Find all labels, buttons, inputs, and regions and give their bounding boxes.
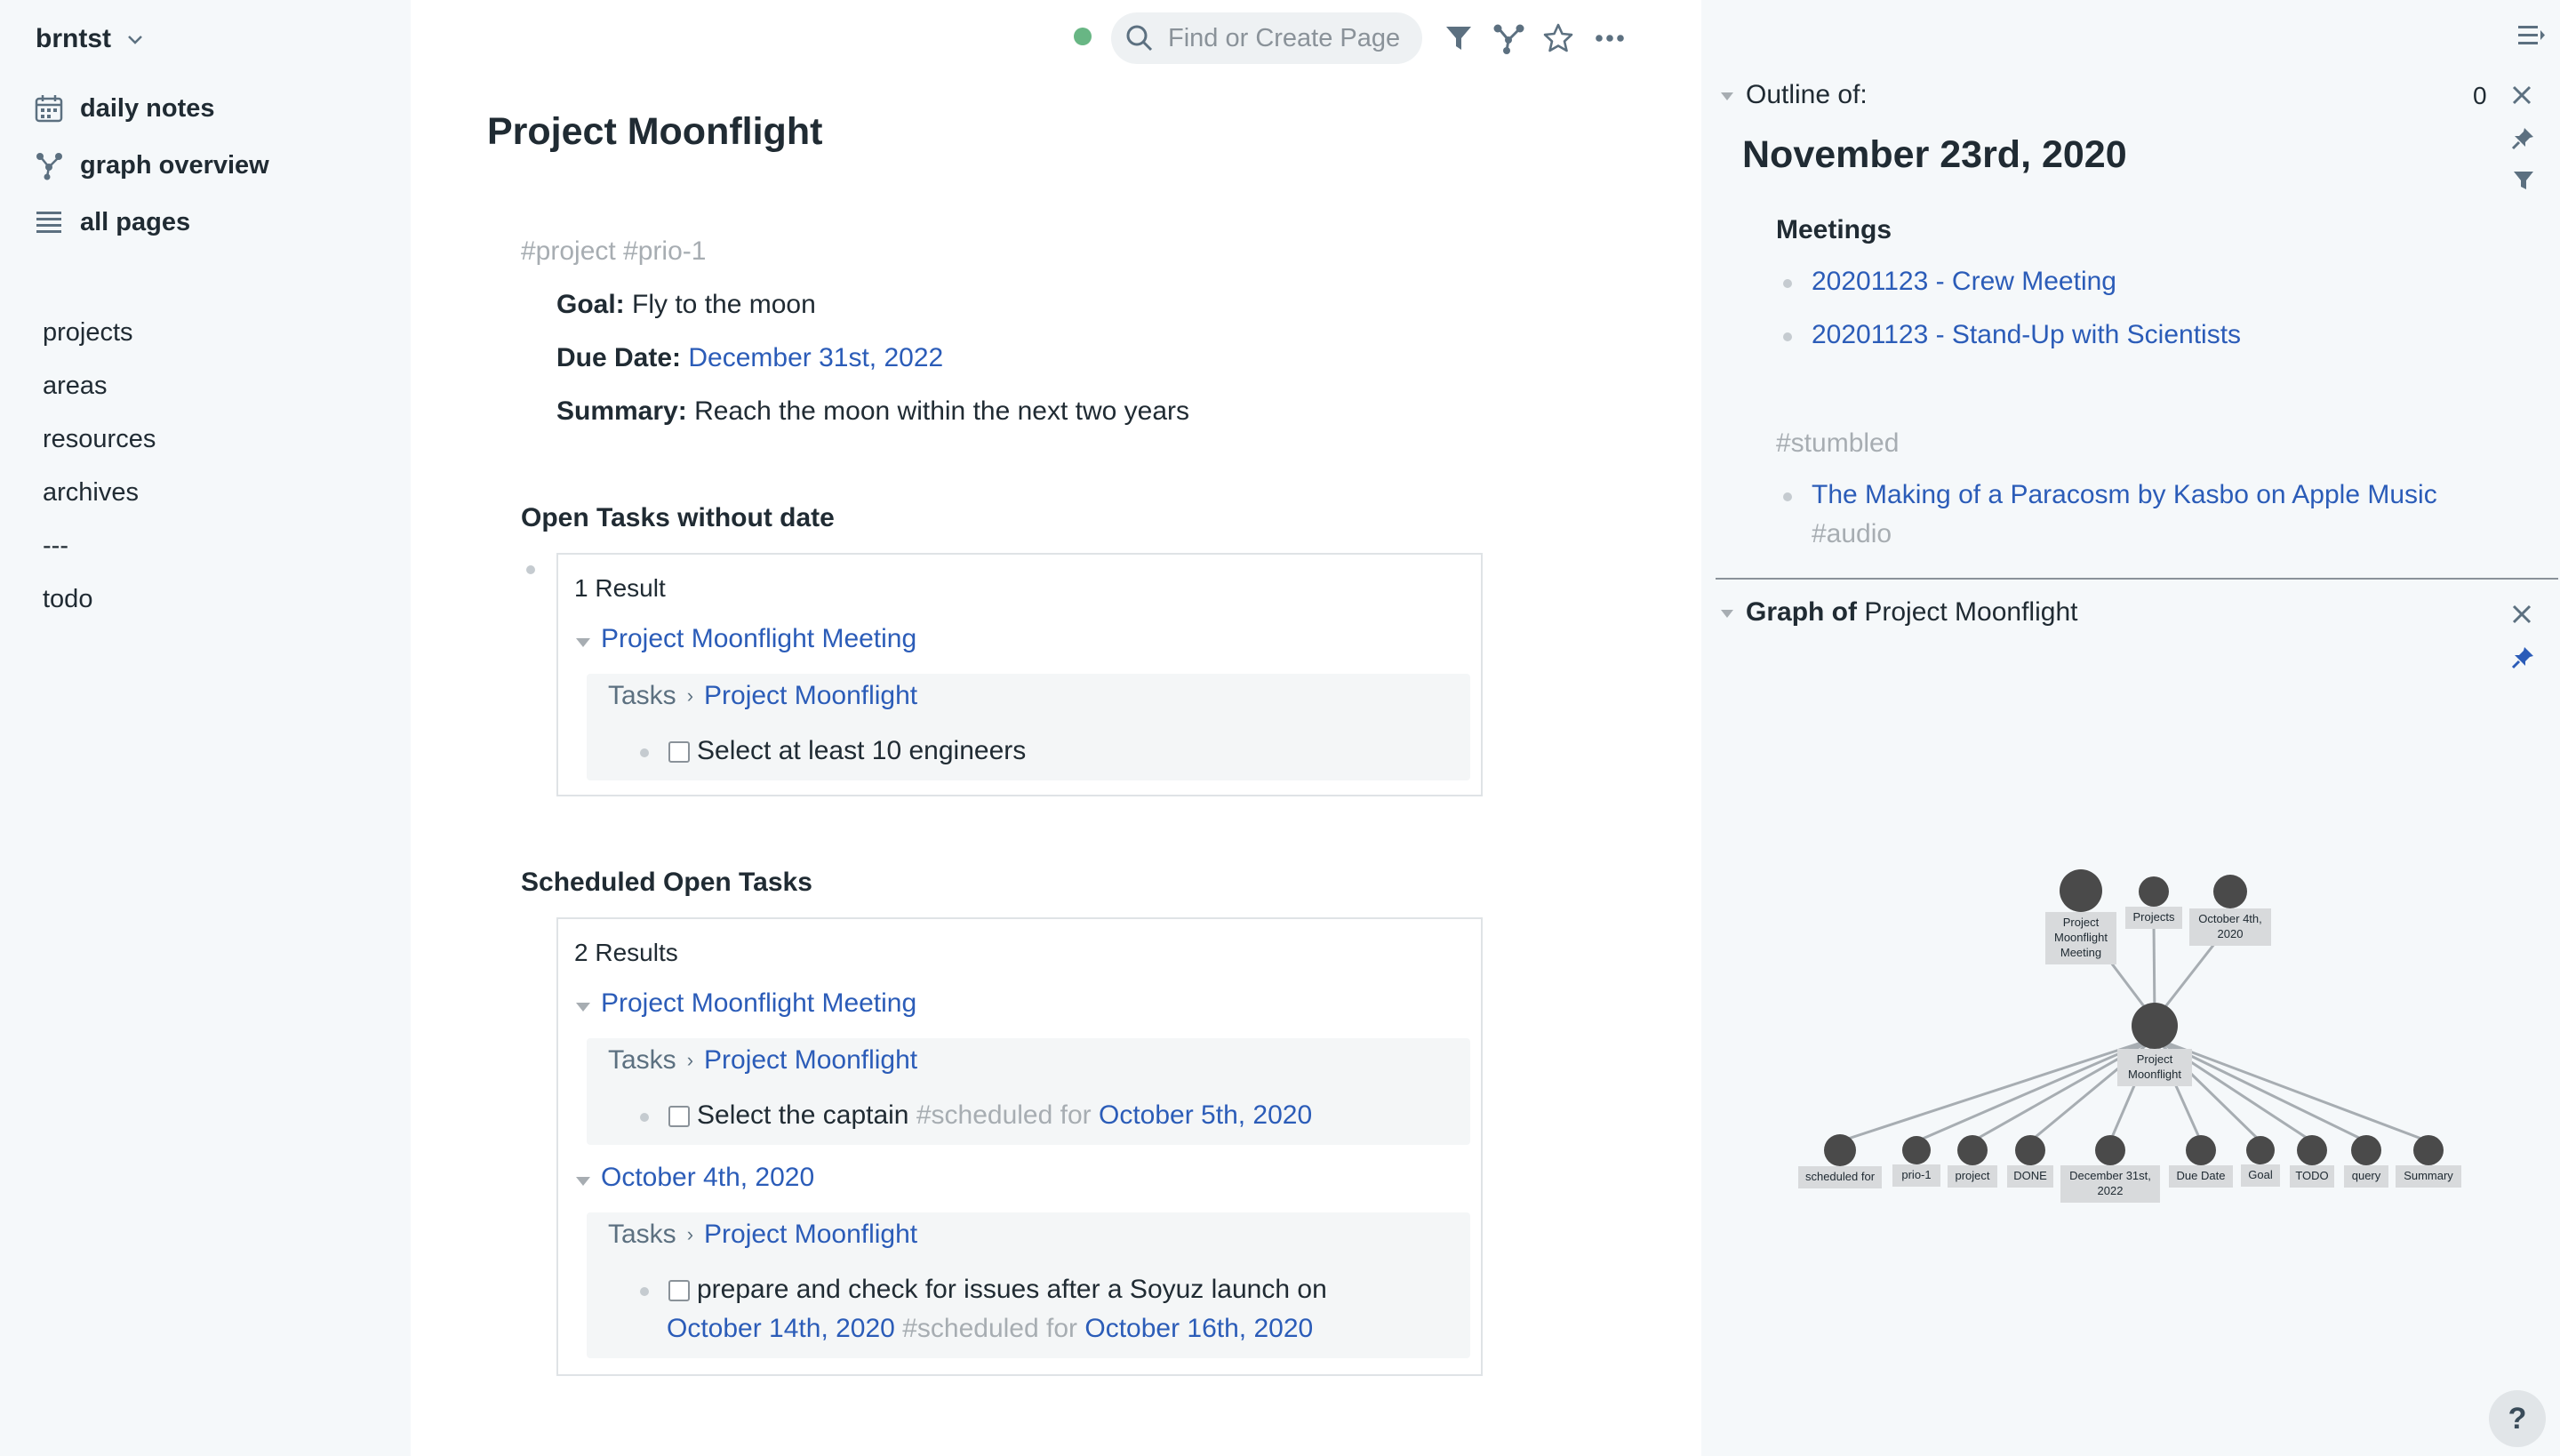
- collapse-caret-icon[interactable]: [576, 1177, 590, 1186]
- graph-node-label: Goal: [2248, 1168, 2273, 1181]
- graph-node-label: scheduled for: [1804, 1170, 1876, 1183]
- graph-node-dot[interactable]: [2246, 1136, 2275, 1164]
- star-icon[interactable]: [1541, 21, 1575, 55]
- scheduled-tasks-heading[interactable]: Scheduled Open Tasks: [521, 868, 812, 897]
- attr-goal[interactable]: Goal: Fly to the moon: [556, 290, 816, 319]
- workspace-name: brntst: [36, 24, 111, 53]
- graph-node-label: Moonflight: [2054, 931, 2108, 944]
- graph-node-dot[interactable]: [2186, 1135, 2216, 1165]
- graph-node[interactable]: [2169, 1135, 2233, 1188]
- query-result-open: [556, 553, 1483, 796]
- nav-all-pages[interactable]: [34, 203, 190, 242]
- filter-icon[interactable]: [1442, 21, 1476, 55]
- graph-node-label: query: [2351, 1169, 2381, 1182]
- block-bullet[interactable]: [1783, 279, 1792, 288]
- graph-node[interactable]: [2344, 1135, 2388, 1188]
- date-link[interactable]: October 16th, 2020: [1084, 1314, 1314, 1343]
- workspace-switcher[interactable]: [36, 21, 145, 57]
- graph-node[interactable]: [2007, 1135, 2053, 1188]
- shortcut-areas[interactable]: areas: [43, 372, 108, 400]
- chevron-down-icon: [125, 29, 145, 49]
- shortcut-separator[interactable]: ---: [43, 532, 68, 560]
- help-icon: ?: [2508, 1401, 2527, 1436]
- pin-icon[interactable]: [2510, 126, 2535, 151]
- group-page-link[interactable]: October 4th, 2020: [601, 1163, 815, 1192]
- graph-node[interactable]: [2189, 875, 2271, 946]
- stumbled-tag[interactable]: #stumbled: [1776, 428, 1900, 458]
- attr-summary[interactable]: Summary: Reach the moon within the next two years: [556, 396, 1190, 426]
- meeting-link[interactable]: 20201123 - Crew Meeting: [1812, 267, 2116, 296]
- stumbled-link[interactable]: The Making of a Paracosm by Kasbo on Apple Music: [1812, 480, 2437, 509]
- graph-node-label: Summary: [2404, 1169, 2453, 1182]
- scheduled-tag[interactable]: #scheduled for: [902, 1314, 1078, 1343]
- shortcut-resources[interactable]: resources: [43, 425, 156, 453]
- page-title[interactable]: Project Moonflight: [487, 110, 823, 153]
- shortcut-projects[interactable]: projects: [43, 318, 133, 347]
- graph-node-dot[interactable]: [2351, 1135, 2381, 1165]
- ref-block: [587, 1038, 1470, 1145]
- block-bullet[interactable]: [1783, 492, 1792, 501]
- query-result-scheduled: [556, 917, 1483, 1376]
- graph-node-label: Moonflight: [2128, 1068, 2181, 1081]
- task-text[interactable]: Select at least 10 engineers: [697, 736, 1027, 765]
- shortcut-archives[interactable]: archives: [43, 478, 139, 507]
- block-bullet[interactable]: [640, 748, 649, 757]
- graph-node-dot[interactable]: [2095, 1135, 2125, 1165]
- graph-node-label: Project: [2062, 916, 2100, 929]
- meetings-heading[interactable]: Meetings: [1776, 215, 1892, 244]
- main-page: [411, 0, 1701, 1456]
- group-page-link[interactable]: Project Moonflight Meeting: [601, 624, 917, 653]
- todo-checkbox[interactable]: [668, 1106, 690, 1127]
- graph-node[interactable]: [2117, 1003, 2192, 1086]
- calendar-icon: [34, 93, 64, 124]
- search-input[interactable]: [1111, 12, 1422, 64]
- nav-label: all pages: [80, 207, 191, 236]
- graph-node-dot[interactable]: [2132, 1003, 2178, 1049]
- graph-icon: [34, 150, 64, 180]
- graph-node-dot[interactable]: [2297, 1135, 2327, 1165]
- breadcrumb: Tasks › Project Moonflight: [608, 1220, 918, 1249]
- result-count: 1 Result: [574, 574, 666, 602]
- group-page-link[interactable]: Project Moonflight Meeting: [601, 988, 917, 1018]
- graph-node-dot[interactable]: [2060, 869, 2102, 912]
- graph-node[interactable]: [1948, 1135, 1997, 1188]
- graph-node-label: TODO: [2295, 1169, 2329, 1182]
- close-icon[interactable]: [2510, 603, 2533, 626]
- search-icon: [1124, 22, 1156, 54]
- list-icon: [34, 207, 64, 237]
- todo-checkbox[interactable]: [668, 1280, 690, 1301]
- graph-node-dot[interactable]: [2413, 1135, 2444, 1165]
- collapse-caret-icon[interactable]: [576, 638, 590, 647]
- graph-node[interactable]: [1798, 1134, 1882, 1188]
- filter-icon[interactable]: [2512, 169, 2535, 192]
- collapse-caret-icon[interactable]: [576, 1003, 590, 1012]
- graph-icon[interactable]: [1492, 21, 1525, 55]
- page-tags[interactable]: #project #prio-1: [521, 236, 707, 266]
- graph-node-dot[interactable]: [2213, 875, 2247, 908]
- search-placeholder: Find or Create Page: [1168, 23, 1401, 52]
- ref-block: [587, 1212, 1470, 1358]
- task-text-cont[interactable]: [667, 1314, 1313, 1344]
- outline-count: 0: [2473, 82, 2487, 109]
- task-text[interactable]: Select the captain #scheduled for October 5th, 2020: [697, 1100, 1313, 1130]
- close-icon[interactable]: [2510, 84, 2533, 107]
- graph-node-label: Project: [2136, 1052, 2173, 1066]
- date-link[interactable]: October 5th, 2020: [1099, 1100, 1313, 1130]
- graph-node[interactable]: [2396, 1135, 2461, 1188]
- collapse-caret-icon[interactable]: [1721, 92, 1733, 100]
- sidebar-toggle-icon[interactable]: [2516, 20, 2548, 52]
- graph-node[interactable]: [2241, 1136, 2280, 1187]
- block-bullet[interactable]: [640, 1287, 649, 1296]
- page-graph[interactable]: [1701, 676, 2560, 1298]
- graph-node-label: 2022: [2097, 1184, 2124, 1197]
- graph-node-label: Meeting: [2060, 946, 2102, 959]
- graph-node[interactable]: [2060, 1135, 2160, 1203]
- meeting-link[interactable]: 20201123 - Stand-Up with Scientists: [1812, 320, 2242, 349]
- block-bullet[interactable]: [526, 565, 535, 574]
- block-bullet[interactable]: [640, 1113, 649, 1122]
- graph-node[interactable]: [1892, 1136, 1940, 1187]
- graph-node-label: October 4th,: [2198, 912, 2262, 925]
- graph-label: Graph of Project Moonflight: [1746, 597, 2078, 627]
- nav-label: daily notes: [80, 93, 215, 123]
- graph-node-label: December 31st,: [2069, 1169, 2151, 1182]
- outline-page-title[interactable]: November 23rd, 2020: [1742, 133, 2127, 176]
- graph-node-dot[interactable]: [2015, 1135, 2045, 1165]
- result-count: 2 Results: [574, 939, 678, 966]
- breadcrumb: Tasks › Project Moonflight: [608, 1045, 918, 1075]
- shortcut-todo[interactable]: todo: [43, 585, 93, 613]
- due-date-link[interactable]: December 31st, 2022: [688, 343, 944, 372]
- ref-block: [587, 674, 1470, 780]
- outline-label: Outline of:: [1746, 80, 1868, 109]
- collapse-caret-icon[interactable]: [1721, 610, 1733, 618]
- more-icon[interactable]: [1593, 21, 1627, 55]
- attr-due-date[interactable]: Due Date: December 31st, 2022: [556, 343, 944, 372]
- scheduled-tag[interactable]: #scheduled for: [916, 1100, 1092, 1130]
- graph-node-label: Due Date: [2176, 1169, 2226, 1182]
- block-bullet[interactable]: [1783, 332, 1792, 341]
- graph-node-dot[interactable]: [1824, 1134, 1856, 1166]
- graph-node[interactable]: [2045, 869, 2116, 964]
- sync-status-dot: [1074, 28, 1092, 45]
- nav-label: graph overview: [80, 150, 269, 180]
- graph-node-dot[interactable]: [1902, 1136, 1931, 1164]
- graph-node[interactable]: [2125, 876, 2182, 929]
- todo-checkbox[interactable]: [668, 741, 690, 763]
- open-tasks-heading[interactable]: Open Tasks without date: [521, 503, 835, 532]
- graph-node-label: 2020: [2217, 927, 2244, 940]
- graph-node-label: project: [1955, 1169, 1990, 1182]
- help-button[interactable]: [2489, 1390, 2546, 1447]
- audio-tag[interactable]: #audio: [1812, 519, 1892, 548]
- left-sidebar: [0, 0, 411, 1456]
- date-link[interactable]: October 14th, 2020: [667, 1314, 895, 1343]
- graph-node-dot[interactable]: [1957, 1135, 1988, 1165]
- right-sidebar: [1701, 0, 2560, 1456]
- graph-node-dot[interactable]: [2139, 876, 2169, 907]
- graph-node-label: prio-1: [1901, 1168, 1932, 1181]
- pin-icon[interactable]: [2510, 645, 2535, 670]
- breadcrumb: Tasks › Project Moonflight: [608, 681, 918, 710]
- graph-node[interactable]: [2290, 1135, 2334, 1188]
- graph-node-label: Projects: [2132, 910, 2175, 924]
- nav-daily-notes[interactable]: [34, 89, 215, 128]
- panel-divider: [1716, 578, 2558, 580]
- task-text[interactable]: prepare and check for issues after a Soyuz launch on: [697, 1275, 1327, 1304]
- graph-node-label: DONE: [2013, 1169, 2047, 1182]
- graph-edge: [2155, 1038, 2428, 1141]
- nav-graph-overview[interactable]: [34, 146, 269, 185]
- top-bar: [1060, 11, 1682, 64]
